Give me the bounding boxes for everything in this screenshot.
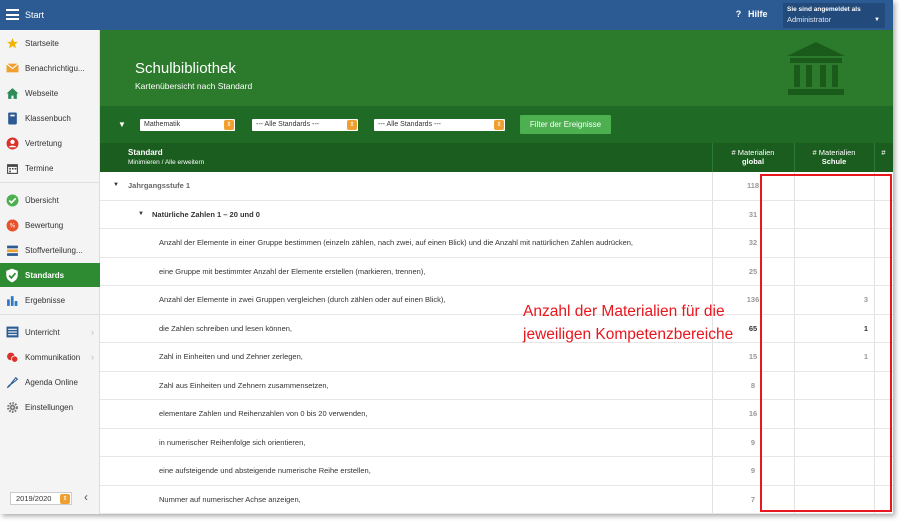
user-name: Administrator [787,15,832,24]
standards-select-value: --- Alle Standards --- [256,121,320,128]
table-row[interactable] [100,372,893,401]
person-icon [5,136,19,150]
sidebar-item-label: Agenda Online [25,377,78,387]
annotation-line: Anzahl der Materialien für die [523,303,725,320]
school-year-select[interactable] [10,492,72,505]
table-row[interactable] [100,172,893,201]
standards-select-2[interactable] [374,119,505,131]
sidebar-item-einstellungen[interactable] [0,395,100,419]
caret-down-icon: ▼ [874,17,880,23]
home-icon [5,86,19,100]
chevron-right-icon: › [91,352,94,362]
sidebar-item-stoffverteilung[interactable] [0,238,100,262]
sidebar-item-ergebnisse[interactable] [0,288,100,312]
sidebar-item-label: Einstellungen [25,402,74,412]
annotation-text [523,300,733,346]
user-login-label: Sie sind angemeldet als [787,6,861,13]
select-arrows-icon: ⇕ [494,120,504,130]
collapse-sidebar-icon[interactable]: ‹ [84,490,88,504]
sidebar-item-label: Benachrichtigu... [25,63,85,73]
sidebar-item-kommunikation[interactable] [0,345,100,369]
count-global: 118 [746,181,760,190]
layers-icon [5,243,19,257]
column-header-global-line2: global [741,157,765,166]
sidebar-divider [0,182,100,183]
school-year-value: 2019/2020 [16,494,52,503]
column-header-extra[interactable]: # [881,148,886,157]
column-header-global[interactable] [712,148,794,166]
help-label: Hilfe [748,9,768,19]
question-icon: ? [735,9,742,19]
row-label: eine Gruppe mit bestimmter Anzahl der Elemente erstellen (markieren, trennen), [159,266,426,276]
page-header [100,30,893,143]
column-header-global-line1: # Materialien [731,148,775,157]
sidebar-item-termine[interactable] [0,156,100,180]
column-header-school[interactable] [794,148,874,166]
count-global: 136 [746,295,760,304]
table-header [100,143,893,172]
sidebar-item-label: Termine [25,163,54,173]
row-label: Anzahl der Elemente in zwei Gruppen vergleichen (durch zählen oder auf einen Blick), [159,295,446,304]
sidebar-divider [0,314,100,315]
sidebar-item-label: Kommunikation [25,352,81,362]
row-label: in numerischer Reihenfolge sich orientieren, [159,437,306,447]
star-icon [5,36,19,50]
filter-events-button[interactable]: Filter der Ereignisse [520,115,611,134]
envelope-icon [5,61,19,75]
sidebar [0,30,100,514]
sidebar-item-bewertung[interactable] [0,213,100,237]
check-circle-icon [5,193,19,207]
collapse-expand-all-link[interactable]: Minimieren / Alle erweitern [128,159,205,166]
count-global: 9 [750,466,756,475]
table-row[interactable] [100,429,893,458]
table-row[interactable] [100,315,893,344]
user-menu[interactable] [783,3,885,28]
row-label: Nummer auf numerischer Achse anzeigen, [159,494,301,504]
gear-icon [5,400,19,414]
shield-check-icon [5,268,19,282]
standards-select-1[interactable] [252,119,358,131]
row-label: Natürliche Zahlen 1 – 20 und 0 [152,209,260,219]
bar-chart-icon [5,293,19,307]
library-building-icon [785,40,847,100]
sidebar-item-standards[interactable] [0,263,100,287]
row-label: die Zahlen schreiben und lesen können, [159,323,293,333]
count-global: 15 [748,352,758,361]
sidebar-item-label: Unterricht [25,327,60,337]
table-row[interactable] [100,286,893,315]
sidebar-item-label: Bewertung [25,220,64,230]
count-global: 25 [748,266,758,276]
count-global: 65 [748,323,758,333]
annotation-line: jeweiligen Kompetenzbereiche [523,326,734,343]
count-global: 7 [750,494,756,504]
table-row[interactable] [100,457,893,486]
column-header-standard[interactable]: Standard [128,148,163,157]
start-link[interactable]: Start [25,10,45,20]
count-school: 1 [863,352,868,361]
subject-select-value: Mathematik [144,121,181,128]
column-header-school-line2: Schule [821,157,847,166]
select-arrows-icon: ⇕ [224,120,234,130]
sidebar-item-label: Übersicht [25,195,59,205]
count-global: 8 [750,380,756,390]
table-row[interactable] [100,201,893,230]
sidebar-item-label: Webseite [25,88,59,98]
sidebar-item-unterricht[interactable] [0,320,100,344]
page-title: Schulbibliothek [135,60,236,77]
sidebar-item-uebersicht[interactable] [0,188,100,212]
standards-select-value: --- Alle Standards --- [378,121,442,128]
table-row[interactable] [100,486,893,515]
row-label: Zahl in Einheiten und und Zehner zerlegen, [159,352,303,361]
filter-icon: ▼ [118,120,126,129]
sidebar-item-label: Startseite [25,38,59,48]
row-label: Anzahl der Elemente in einer Gruppe bestimmen (einzeln zählen, nach zwei, auf einen Blick) und die Anzahl mit natürlichen Zahlen audrücken, [159,238,634,247]
sidebar-item-klassenbuch[interactable] [0,106,100,130]
caret-down-icon[interactable]: ▼ [138,210,144,217]
table-row[interactable] [100,400,893,429]
percent-icon [5,218,19,232]
sidebar-item-label: Vertretung [25,138,62,148]
subject-select[interactable] [140,119,235,131]
row-label: Jahrgangsstufe 1 [128,181,191,190]
count-global: 32 [748,238,758,247]
select-arrows-icon: ⇕ [60,494,70,504]
sidebar-item-label: Klassenbuch [25,113,71,123]
top-bar [0,0,893,30]
sidebar-item-label: Standards [25,270,65,280]
chevron-right-icon: › [91,327,94,337]
chat-icon [5,350,19,364]
svg-text:%: % [9,222,15,230]
table-row[interactable] [100,229,893,258]
sidebar-item-benachrichtigungen[interactable] [0,56,100,80]
sidebar-item-vertretung[interactable] [0,131,100,155]
calendar-icon [5,161,19,175]
caret-down-icon[interactable]: ▼ [113,182,119,188]
pen-icon [5,375,19,389]
sidebar-item-webseite[interactable] [0,81,100,105]
count-global: 16 [748,409,758,418]
column-header-school-line1: # Materialien [812,148,856,157]
sidebar-item-agenda-online[interactable] [0,370,100,394]
count-school: 3 [863,295,868,304]
filter-bar [100,106,893,143]
help-button[interactable] [733,9,768,19]
row-label: elementare Zahlen und Reihenzahlen von 0 bis 20 verwenden, [159,409,368,418]
select-arrows-icon: ⇕ [347,120,357,130]
count-global: 31 [748,209,758,219]
grid-icon [5,325,19,339]
count-global: 9 [750,437,756,447]
sidebar-item-startseite[interactable] [0,31,100,55]
table-body [100,172,893,514]
table-row[interactable] [100,258,893,287]
book-icon [5,111,19,125]
row-label: eine aufsteigende und absteigende numerische Reihe erstellen, [159,466,371,475]
hamburger-menu-icon[interactable] [6,9,19,20]
row-label: Zahl aus Einheiten und Zehnern zusammensetzen, [159,380,329,390]
table-row[interactable] [100,343,893,372]
count-school: 1 [863,323,868,333]
sidebar-item-label: Stoffverteilung... [25,245,83,255]
sidebar-item-label: Ergebnisse [25,295,66,305]
page-subtitle: Kartenübersicht nach Standard [135,81,253,91]
